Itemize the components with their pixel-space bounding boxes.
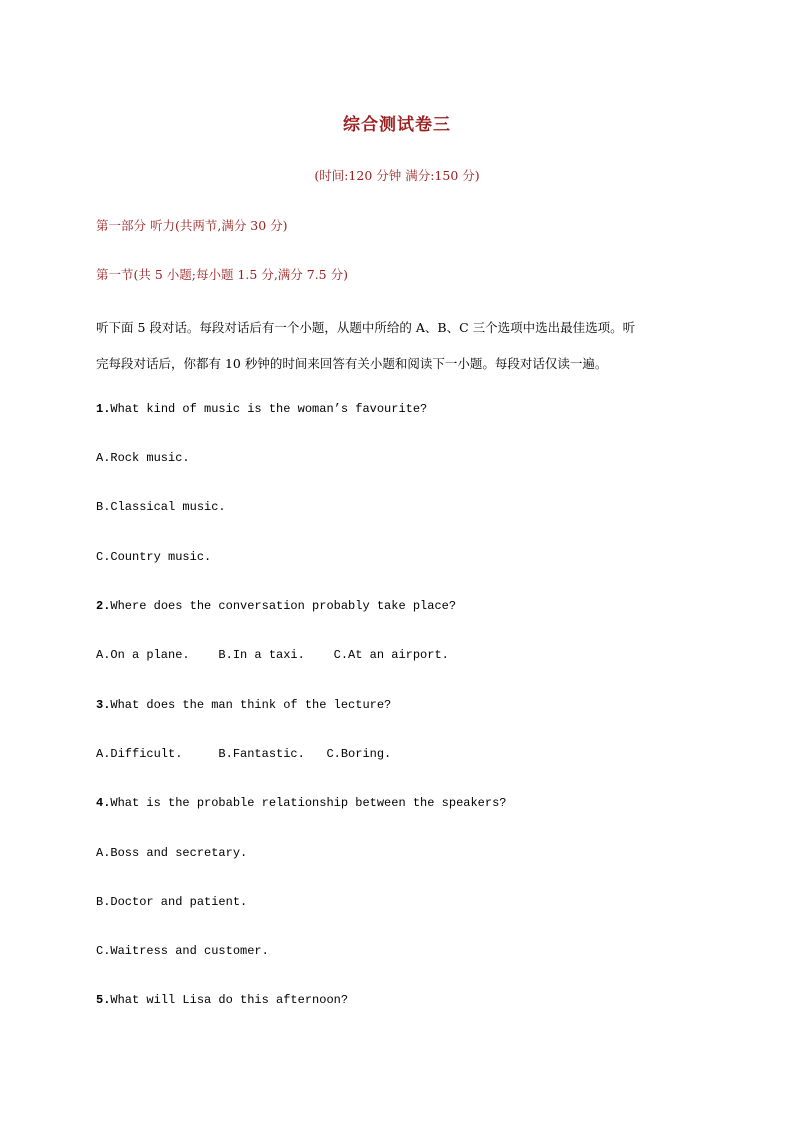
question-text: What kind of music is the woman’s favourite?	[110, 402, 428, 416]
instructions-line-1: 听下面 5 段对话。每段对话后有一个小题，从题中所给的 A、B、C 三个选项中选出最佳选项。听	[96, 320, 636, 335]
question-text: Where does the conversation probably take place?	[110, 599, 457, 613]
question-1	[96, 402, 427, 416]
question-1-option-a: A.Rock music.	[96, 451, 190, 465]
exam-time-and-score: (时间:120 分钟 满分:150 分)	[314, 168, 480, 183]
question-4-option-a: A.Boss and secretary.	[96, 846, 248, 860]
question-2	[96, 599, 456, 613]
question-text: What does the man think of the lecture?	[110, 698, 392, 712]
question-3	[96, 698, 391, 712]
question-4-option-b: B.Doctor and patient.	[96, 895, 248, 909]
question-1-option-c: C.Country music.	[96, 550, 212, 564]
question-text: What will Lisa do this afternoon?	[110, 993, 349, 1007]
question-text: What is the probable relationship between the speakers?	[110, 796, 507, 810]
question-2-options: A.On a plane. B.In a taxi. C.At an airport.	[96, 648, 449, 662]
page-title: 综合测试卷三	[343, 115, 451, 135]
question-1-option-b: B.Classical music.	[96, 500, 226, 514]
question-number: 5.	[96, 993, 111, 1007]
question-5	[96, 993, 348, 1007]
question-number: 4.	[96, 796, 111, 810]
instructions	[96, 310, 696, 382]
question-number: 3.	[96, 698, 111, 712]
question-number: 1.	[96, 402, 111, 416]
section-heading: 第一节(共 5 小题;每小题 1.5 分,满分 7.5 分)	[96, 267, 348, 282]
question-4	[96, 796, 506, 810]
question-number: 2.	[96, 599, 111, 613]
question-4-option-c: C.Waitress and customer.	[96, 944, 269, 958]
instructions-line-2: 完每段对话后，你都有 10 秒钟的时间来回答有关小题和阅读下一小题。每段对话仅读一遍。	[96, 356, 608, 371]
part-heading: 第一部分 听力(共两节,满分 30 分)	[96, 218, 288, 233]
question-3-options: A.Difficult. B.Fantastic. C.Boring.	[96, 747, 392, 761]
